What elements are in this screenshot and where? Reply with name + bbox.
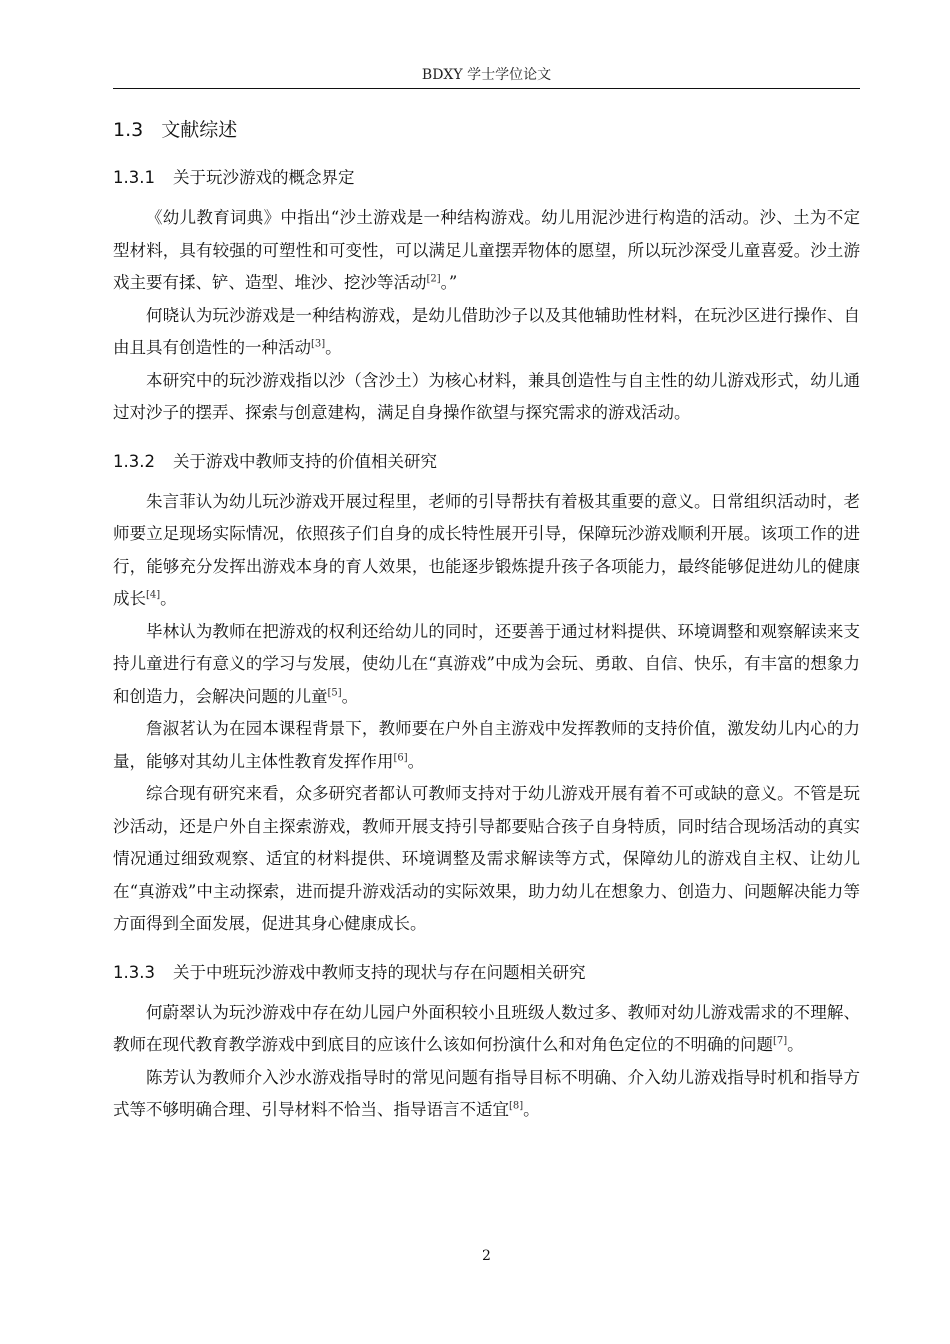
citation: [2] [426,273,441,285]
paragraph: 毕林认为教师在把游戏的权利还给幼儿的同时，还要善于通过材料提供、环境调整和观察解读来支持儿童进行有意义的学习与发展，使幼儿在“真游戏”中成为会玩、勇敢、自信、快乐，有丰富的想象力和创造力，会解决问题的儿童[5]。 [113,621,860,706]
subsection-title-text: 关于中班玩沙游戏中教师支持的现状与存在问题相关研究 [172,962,586,982]
paragraph: 何晓认为玩沙游戏是一种结构游戏，是幼儿借助沙子以及其他辅助性材料，在玩沙区进行操作、自由且具有创造性的一种活动[3]。 [113,305,860,357]
subsection-heading-1 [113,164,860,192]
citation: [4] [146,589,161,601]
section-title-text: 文献综述 [161,119,238,141]
subsection-title-text: 关于游戏中教师支持的价值相关研究 [172,451,437,471]
citation: [5] [327,687,342,698]
subsection-number: 1.3.2 [113,451,155,471]
paragraph: 《幼儿教育词典》中指出“沙土游戏是一种结构游戏。幼儿用泥沙进行构造的活动。沙、土为不定型材料，具有较强的可塑性和可变性，可以满足儿童摆弄物体的愿望，所以玩沙深受儿童喜爱。沙土游戏主要有揉、铲、造型、堆沙、挖沙等活动[2]。” [113,208,860,292]
paragraph: 综合现有研究来看，众多研究者都认可教师支持对于幼儿游戏开展有着不可或缺的意义。不管是玩沙活动，还是户外自主探索游戏，教师开展支持引导都要贴合孩子自身特质，同时结合现场活动的真实情况通过细致观察、适宜的材料提供、环境调整及需求解读等方式，保障幼儿的游戏自主权、让幼儿在“真游戏”中主动探索，进而提升游戏活动的实际效果，助力幼儿在想象力、创造力、问题解决能力等方面得到全面发展，促进其身心健康成长。 [113,784,860,933]
citation: [3] [311,338,326,350]
paragraph: 本研究中的玩沙游戏指以沙（含沙土）为核心材料，兼具创造性与自主性的幼儿游戏形式，幼儿通过对沙子的摆弄、探索与创意建构，满足自身操作欲望与探究需求的游戏活动。 [113,370,860,422]
subsection-title [113,959,860,987]
page-body [113,112,860,1127]
paragraph: 朱言菲认为幼儿玩沙游戏开展过程里，老师的引导帮扶有着极其重要的意义。日常组织活动时，老师要立足现场实际情况，依照孩子们自身的成长特性展开引导，保障玩沙游戏顺利开展。该项工作的进行，能够充分发挥出游戏本身的育人效果，也能逐步锻炼提升孩子各项能力，最终能够促进幼儿的健康成长[4]。 [113,491,860,608]
page-number: 2 [482,1248,491,1264]
paragraph: 詹淑茗认为在园本课程背景下，教师要在户外自主游戏中发挥教师的支持价值，激发幼儿内心的力量，能够对其幼儿主体性教育发挥作用[6]。 [113,719,860,771]
header-rule [113,88,860,89]
subsection-number: 1.3.3 [113,962,155,982]
subsection-title [113,448,860,476]
subsection-title-text: 关于玩沙游戏的概念界定 [172,168,355,187]
subsection-title [113,164,860,192]
paragraph: 陈芳认为教师介入沙水游戏指导时的常见问题有指导目标不明确、介入幼儿游戏指导时机和指导方式等不够明确合理、引导材料不恰当、指导语言不适宜[8]。 [113,1067,860,1119]
running-header: BDXY 学士学位论文 [421,67,552,83]
citation: [7] [773,1035,788,1047]
subsection-number: 1.3.1 [113,168,155,187]
section-number: 1.3 [113,119,144,141]
paragraph: 何蔚翠认为玩沙游戏中存在幼儿园户外面积较小且班级人数过多、教师对幼儿游戏需求的不理解、教师在现代教育教学游戏中到底目的应该什么该如何扮演什么和对角色定位的不明确的问题[7]。 [113,1002,860,1054]
citation: [8] [509,1100,524,1112]
subsection-heading-3 [113,959,860,987]
section-title [113,112,860,148]
section-heading [113,112,860,148]
subsection-heading-2 [113,448,860,476]
citation: [6] [393,752,408,763]
